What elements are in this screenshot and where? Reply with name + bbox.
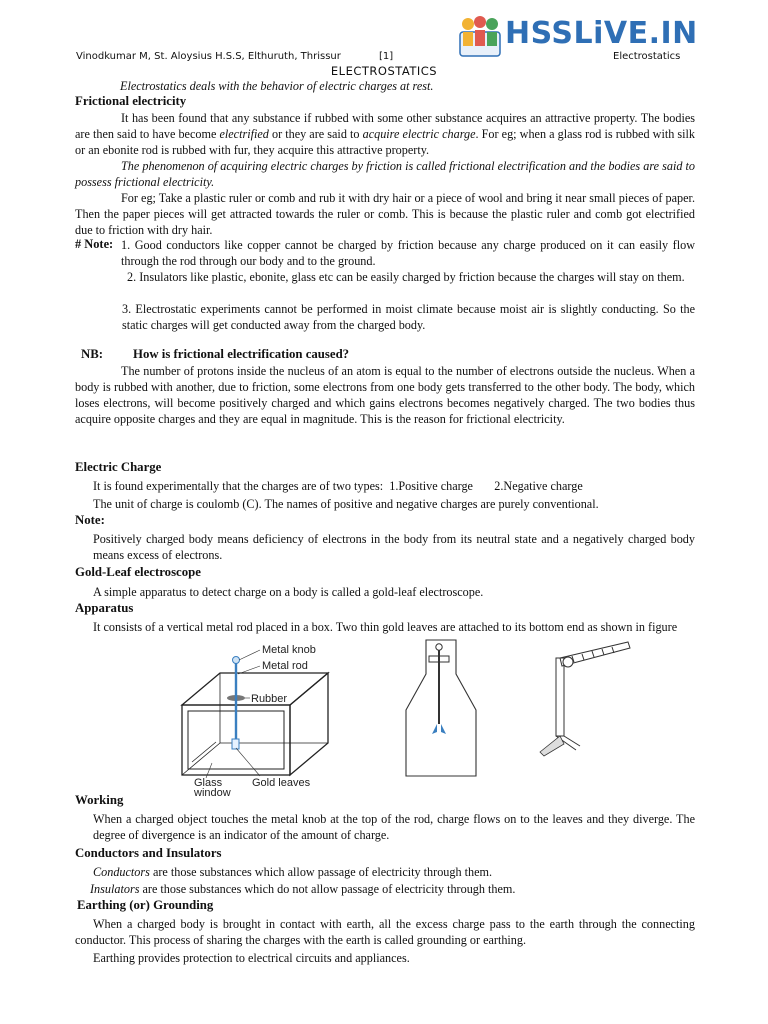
term-acquire-charge: acquire electric charge: [362, 127, 476, 141]
insulators-definition: [90, 881, 695, 897]
earthing-protection: Earthing provides protection to electrical circuits and appliances.: [93, 951, 410, 965]
label-rubber: Rubber: [251, 693, 288, 705]
note-1: [121, 237, 695, 269]
bottle-knob: [436, 644, 442, 650]
header-subject: Electrostatics: [613, 51, 681, 62]
document-title: ELECTROSTATICS: [330, 64, 438, 78]
electroscope-text: A simple apparatus to detect charge on a body is called a gold-leaf electroscope.: [93, 585, 484, 599]
nb-question: How is frictional electrification caused?: [133, 347, 350, 361]
heading-electroscope: Gold-Leaf electroscope: [75, 565, 201, 579]
stand-base: [540, 736, 564, 756]
frictional-text-2: or they are said to: [268, 127, 363, 141]
nb-label: NB:: [81, 347, 104, 361]
charge-note: Positively charged body means deficiency of electrons in the body from its neutral state and a negatively charged body means excess of electrons.: [93, 532, 695, 562]
heading-working: Working: [75, 793, 124, 807]
metal-sphere: [563, 657, 573, 667]
charge-types: It is found experimentally that the charges are of two types: 1.Positive charge 2.Negative charge: [93, 479, 583, 493]
gold-leaves: [232, 739, 239, 749]
term-electrified: electrified: [219, 127, 269, 141]
frictional-text-3: . For eg; when a glass rod is rubbed with silk or an ebonite rod is rubbed with fur, they acquire this attractive property.: [75, 127, 696, 157]
label-window: window: [194, 787, 231, 799]
term-conductors: Conductors: [93, 865, 150, 879]
apparatus-text: It consists of a vertical metal rod placed in a box. Two thin gold leaves are attached to its bottom end as shown in figure: [93, 620, 678, 634]
frictional-text-1: It has been found that any substance if rubbed with some other substance acquires an attractive property. The bodies are then said to have become: [75, 111, 695, 141]
label-metal-knob: Metal knob: [262, 644, 316, 656]
note-1-text: 1. Good conductors like copper cannot be charged by friction because any charge produced on it can easily flow through the rod through our body and to the ground.: [121, 238, 695, 268]
logo-kids-icon: [458, 14, 502, 58]
working-text: When a charged object touches the metal knob at the top of the rod, charge flows on to the leaves and they diverge. The degree of divergence is an indicator of the amount of charge.: [93, 812, 695, 842]
conductors-text: are those substances which allow passage of electricity through them.: [149, 865, 493, 879]
header-author: Vinodkumar M, St. Aloysius H.S.S, Elthuruth, Thrissur: [76, 51, 341, 62]
note-2: 2. Insulators like plastic, ebonite, glass etc can be easily charged by friction because the charges will stay on them.: [127, 270, 685, 284]
label-gold-leaves: Gold leaves: [252, 777, 311, 789]
logo-text: HSSLiVE.IN: [505, 16, 698, 51]
conductors-definition: [93, 864, 695, 880]
intro-text: Electrostatics deals with the behavior of electric charges at rest.: [120, 79, 434, 93]
heading-earthing: Earthing (or) Grounding: [77, 898, 214, 912]
term-insulators: Insulators: [90, 882, 140, 896]
frictional-paragraph: [75, 110, 695, 158]
heading-conductors-insulators: Conductors and Insulators: [75, 846, 222, 860]
earthing-text: When a charged body is brought in contact with earth, all the excess charge pass to the earth through the connecting conductor. This process of sharing the charges with the earth is called grounding or earthing.: [75, 917, 695, 947]
frictional-definition: The phenomenon of acquiring electric charges by friction is called frictional electrification and the bodies are said to possess frictional electricity.: [75, 159, 695, 189]
box-side-face: [290, 673, 328, 775]
charge-note-label: Note:: [75, 513, 105, 527]
frictional-example: For eg; Take a plastic ruler or comb and rub it with dry hair or a piece of wool and bring it near small pieces of paper. Then the paper pieces will get attracted towards the ruler or comb. This is because the plastic ruler and comb got electrified due to friction with dry hair.: [75, 191, 695, 237]
insulators-text: are those substances which do not allow passage of electricity through them.: [139, 882, 516, 896]
note-label: # Note:: [75, 237, 114, 251]
label-metal-rod: Metal rod: [262, 660, 308, 672]
hsslive-logo: [458, 12, 698, 60]
header-page-number: [1]: [379, 51, 394, 62]
charge-unit: The unit of charge is coulomb (C). The names of positive and negative charges are purely conventional.: [93, 497, 599, 511]
stand-electroscope-figure: [530, 640, 634, 760]
electroscope-box-figure: [178, 640, 348, 800]
heading-apparatus: Apparatus: [75, 601, 134, 615]
nb-answer: The number of protons inside the nucleus of an atom is equal to the number of electrons outside the nucleus. When a body is rubbed with another, due to friction, some electrons from one body gets transferred to the other body. The body, which loses electrons, will become positively charged and which gains electrons becomes negatively charged. The two bodies thus acquire opposite charges and they are equal in magnitude. This is the reason for frictional electricity.: [75, 364, 695, 426]
heading-electric-charge: Electric Charge: [75, 460, 162, 474]
label-glass: Glass: [194, 777, 223, 789]
stand-pole: [556, 658, 564, 736]
note-3: 3. Electrostatic experiments cannot be performed in moist climate because moist air is slightly conducting. So the static charges will get conducted away from the charged body.: [122, 302, 695, 332]
metal-knob: [233, 657, 240, 664]
heading-frictional-electricity: Frictional electricity: [75, 94, 187, 108]
bottle-electroscope-figure: [396, 638, 486, 782]
